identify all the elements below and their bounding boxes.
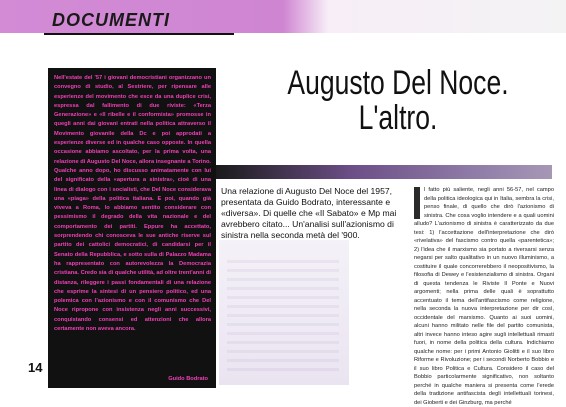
article-subtitle: Una relazione di Augusto Del Noce del 1957, presentata da Guido Bodrato, interessante e «diversa». Di quelle che «Il Sabato» e Mp mai avrebbero citato... Un'analisi sull'azionismo di sinistra nella seconda metà del '900. [221,186,397,240]
body-text: l fatto più saliente, negli anni 56-57, nel campo della politica ideologica qui in Italia, sembra la crisi, penso finale, di quello che dirò l'azionismo di sinistra. Che cosa voglio intendere e a quali uomini alludo? L'azionismo di sinistra è caratterizzato da due tesi: 1) l'accettazione dell'interpretazione che dirò «rivelativa» del fascismo contro quella «parentetica»; 2) l'idea che il marxismo sia portato a riversarsi senza negarsi per salto qualitativo in un nuovo illuminismo, a costituire il quale concorrerebbero il neopositivismo, la filosofia di Dewey e l'esistenzialismo di sinistra. Organi di questa tendenza le Riviste Il Ponte e Nuovi argomenti; nella prima delle quali è soprattutto accentuato il tema dell'antifascismo come religione, nella seconda la nuova interpretazione per dir così, occidentale del marxismo. Quanto ai suoi uomini, alcuni hanno militato nelle file del partito comunista, altri invece hanno inteso agire sugli intellettuali rimasti fuori, in nome della politica della cultura. Indichiamo qualche nome: per i primi Antonio Giolitti e il suo libro Riforme e Rivoluzione; per i secondi Norberto Bobbio e il suo libro Politica e Cultura. Considero il caso del Bobbio particolarmente significativo, non soltanto perché in qualche maniera si presenta come l'erede della tradizione antifascista degli intellettuali torinesi, dei Gioberti e dei Ginzburg, ma perché [414,187,554,406]
gradient-band [216,165,552,179]
header-rule [44,33,234,35]
intro-signature: Guido Bodrato [168,376,208,382]
section-title: DOCUMENTI [52,10,170,30]
intro-column [48,68,216,388]
intro-text: Nell'estate del '57 i giovani democristiani organizzano un convegno di studio, al Sestriere, per ripensare alle esperienze del movimento che esce da una duplice crisi, espressa dal fallimento di due riviste: «Terza Generazione» e «Il ribelle e il conformista» promosse in quegli anni dai giovani entrati nella politica attraverso il Movimento giovanile della Dc e poi approdati a esperienze diverse ed in qualche caso opposte. In quella occasione abbiamo ascoltato, per la prima volta, una relazione di Augusto Del Noce, allora insegnante a Torino. Qualche anno dopo, ho discusso animatamente con lui del significato della «apertura a sinistra», cioè di una linea di dialogo con i socialisti, che Del Noce considerava una «piaga» della politica italiana. E poi, quando già viveva a Roma, lo abbiamo sentito considerare con pessimismo il degrado della vita nazionale e del comportamento dei partiti. Eppure ha accettato, sorprendendo chi conosceva le sue antiche riserve sul partito dei cattolici democratici, di candidarsi per il Senato della Repubblica, e sotto sulla di Palazzo Madama ha rappresentato con autorevolezza la Democrazia cristiana. Credo sia di qualche utilità, ad oltre trent'anni di distanza, rileggere i passi fondamentali di una relazione che esprime la sintesi di un pensiero politico, ed una polemica con l'azionismo e con il comunismo che Del Noce ripropone con insistenza negli anni successivi, conquistando consensi ed attenzioni che allora certamente non aveva ancora. [54,75,211,333]
title-line-1: Augusto Del Noce. [287,64,509,102]
article-title [281,66,515,136]
drop-cap-mark [414,187,420,219]
decorative-shade [219,240,349,385]
page-number: 14 [28,360,43,375]
body-column [414,186,554,407]
title-line-2: L'altro. [358,99,438,137]
